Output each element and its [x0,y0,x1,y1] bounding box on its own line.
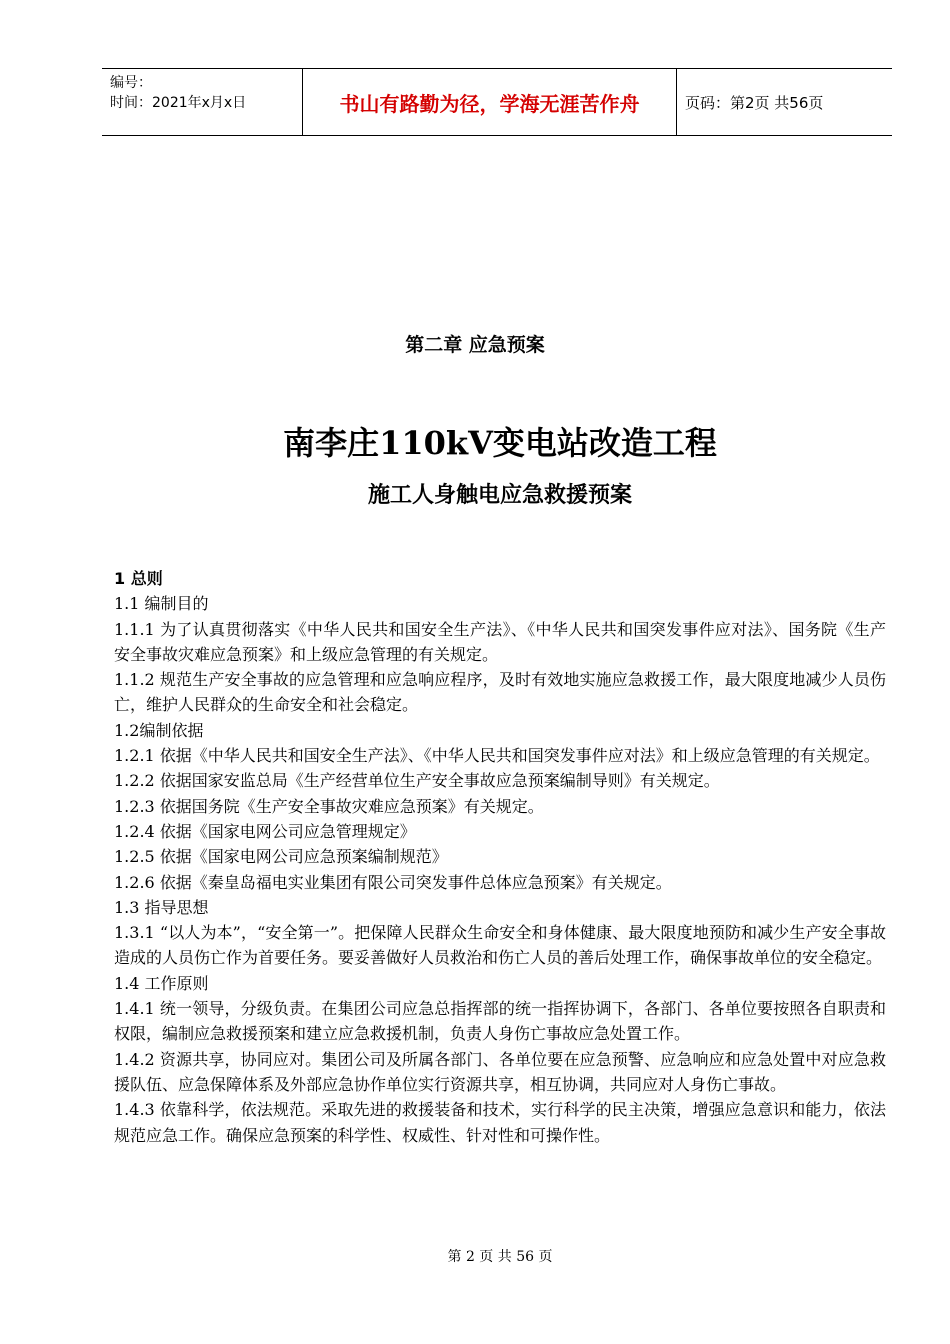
paragraph: 1.1.1 为了认真贯彻落实《中华人民共和国安全生产法》、《中华人民共和国突发事件应对法》、国务院《生产安全事故灾难应急预案》和上级应急管理的有关规定。 [114,619,886,664]
paragraph: 1.3 指导思想 [114,897,209,917]
sub-title: 施工人身触电应急救援预案 [367,483,632,508]
document-body [114,566,886,1148]
paragraph: 1.2.1 依据《中华人民共和国安全生产法》、《中华人民共和国突发事件应对法》和上级应急管理的有关规定。 [114,746,880,766]
section-heading: 1 总则 [114,569,163,588]
chapter-title: 第二章 应急预案 [405,334,545,356]
paragraph: 1.2.5 依据《国家电网公司应急预案编制规范》 [114,847,448,867]
paragraph: 1.4.2 资源共享，协同应对。集团公司及所属各部门、各单位要在应急预警、应急响应和应急处置中对应急救援队伍、应急保障体系及外部应急协作单位实行资源共享，相互协调，共同应对人身伤亡事故。 [114,1049,886,1094]
paragraph: 1.2.6 依据《秦皇岛福电实业集团有限公司突发事件总体应急预案》有关规定。 [114,872,672,892]
page-footer: 第 2 页 共 56 页 [447,1249,553,1265]
paragraph: 1.4.1 统一领导，分级负责。在集团公司应急总指挥部的统一指挥协调下，各部门、各单位要按照各自职责和权限，编制应急救援预案和建立应急救援机制，负责人身伤亡事故应急处置工作。 [114,999,886,1044]
paragraph: 1.1 编制目的 [114,594,209,614]
date-label: 时间：2021年x月x日 [110,95,247,111]
main-title: 南李庄110kV变电站改造工程 [283,424,717,462]
paragraph: 1.1.2 规范生产安全事故的应急管理和应急响应程序，及时有效地实施应急救援工作，最大限度地减少人员伤亡，维护人民群众的生命安全和社会稳定。 [114,670,886,715]
paragraph: 1.3.1 “以人为本”，“安全第一”。把保障人民群众生命安全和身体健康、最大限度地预防和减少生产安全事故造成的人员伤亡作为首要任务。要妥善做好人员救治和伤亡人员的善后处理工作，确保事故单位的安全稳定。 [114,923,886,968]
header-page-info: 页码：第2页 共56页 [685,93,824,112]
paragraph: 1.2编制依据 [114,720,204,740]
paragraph: 1.2.2 依据国家安监总局《生产经营单位生产安全事故应急预案编制导则》有关规定。 [114,771,720,791]
header-motto: 书山有路勤为径，学海无涯苦作舟 [303,69,677,135]
header-meta [102,69,303,135]
number-label: 编号： [110,75,152,91]
document-header [102,68,892,136]
paragraph: 1.2.3 依据国务院《生产安全事故灾难应急预案》有关规定。 [114,796,544,816]
paragraph: 1.4 工作原则 [114,973,209,993]
paragraph: 1.4.3 依靠科学，依法规范。采取先进的救援装备和技术，实行科学的民主决策，增强应急意识和能力，依法规范应急工作。确保应急预案的科学性、权威性、针对性和可操作性。 [114,1100,886,1145]
paragraph: 1.2.4 依据《国家电网公司应急管理规定》 [114,821,416,841]
